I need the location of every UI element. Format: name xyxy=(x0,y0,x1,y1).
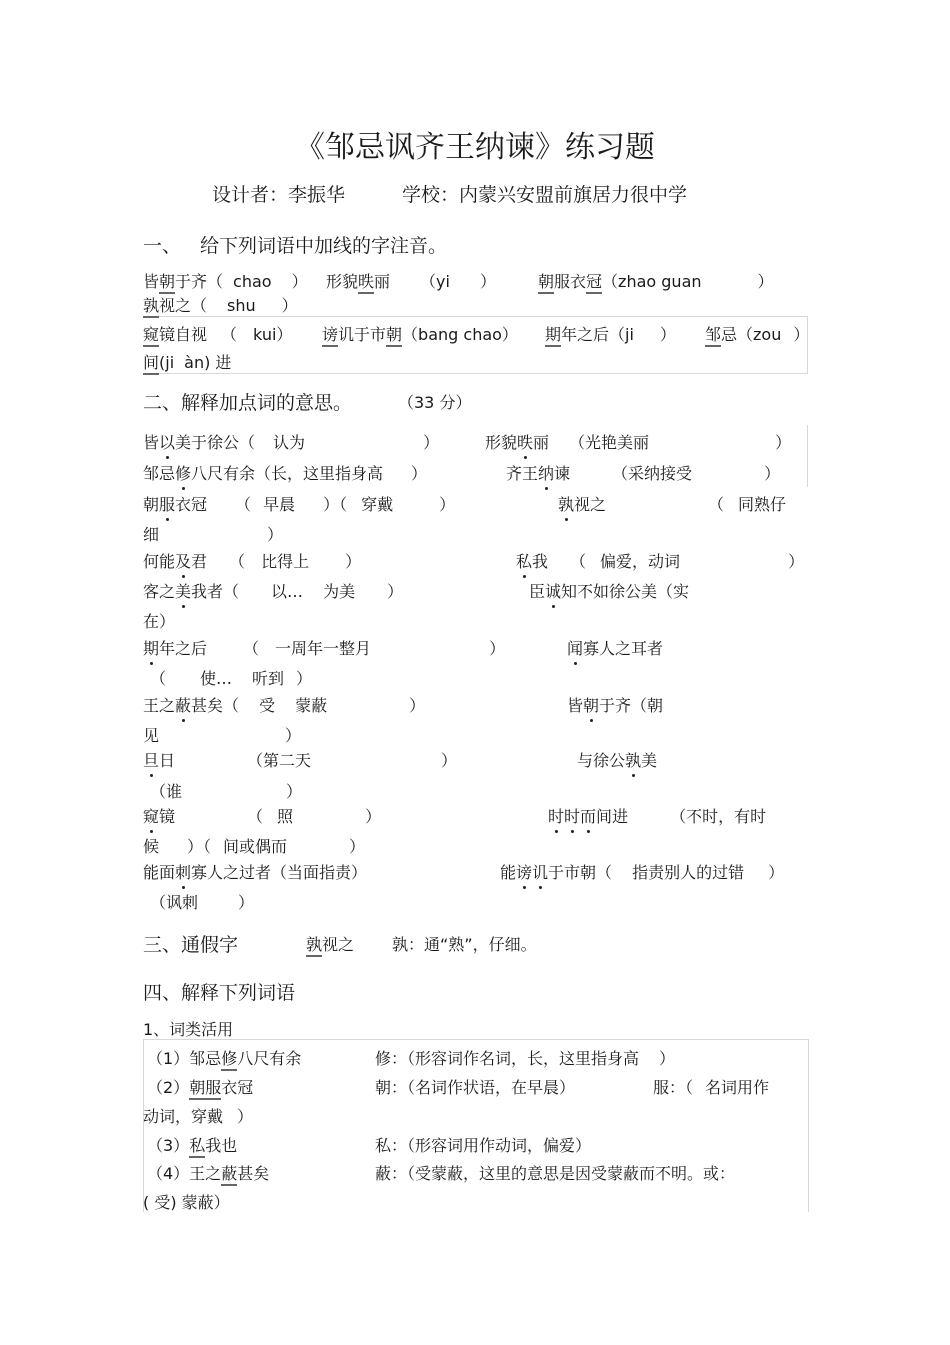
vocab-item: 旦日 （第二天 ） xyxy=(143,751,458,770)
usage-example: （3）私我也 xyxy=(147,1133,237,1156)
vocab-item: 王之蔽甚矣（ 受 蒙蔽 ） xyxy=(143,696,426,715)
tongjia-example: 孰视之 xyxy=(306,932,354,955)
vocab-item: 在） xyxy=(143,612,176,631)
pinyin-item: 皆朝于齐（ chao ） xyxy=(143,269,308,292)
vocab-item: 邹忌修八尺有余（长，这里指身高 ） xyxy=(143,464,428,483)
section4-heading: 四、解释下列词语 xyxy=(143,982,296,1004)
usage-explanation: ( 受) 蒙蔽） xyxy=(143,1193,230,1212)
pinyin-item: 间(ji àn) 进 xyxy=(143,350,231,373)
vocab-item: 能面刺寡人之过者（当面指责） xyxy=(143,863,368,882)
vocab-item: 窥镜 （ 照 ） xyxy=(143,807,382,826)
usage-explanation: 蔽：（受蒙蔽，这里的意思是因受蒙蔽而不明。或： xyxy=(375,1164,736,1183)
usage-explanation: 朝：（名词作状语，在早晨） xyxy=(375,1078,576,1097)
pinyin-item: 孰视之（ shu ） xyxy=(143,293,298,316)
vocab-item: 客之美我者（ 以… 为美 ） xyxy=(143,582,404,601)
section2-heading: 二、解释加点词的意思。 xyxy=(143,392,353,414)
pinyin-item: 形貌昳丽 （yi ） xyxy=(326,269,496,292)
pinyin-item: 期年之后（ji ） xyxy=(545,322,676,345)
pinyin-item: 邹忌（zou ） xyxy=(705,322,809,345)
vocab-item: 时时而间进 （不时，有时 xyxy=(548,807,767,826)
vocab-item: 皆朝于齐（朝 xyxy=(567,696,664,715)
usage-explanation: 私：（形容词用作动词，偏爱） xyxy=(375,1136,592,1155)
section1-number: 一、 xyxy=(143,235,182,257)
vocab-item: 见 ） xyxy=(143,726,302,745)
vocab-item: 候 ）（ 间或偶而 ） xyxy=(143,837,366,856)
vocab-item: 何能及君 （ 比得上 ） xyxy=(143,552,362,571)
usage-example: （1）邹忌修八尺有余 xyxy=(147,1046,301,1069)
vocab-item: 臣诚知不如徐公美（实 xyxy=(529,582,690,601)
usage-explanation: 修：（形容词作名词，长，这里指身高 ） xyxy=(375,1049,676,1068)
usage-example: （2）朝服衣冠 xyxy=(147,1075,253,1098)
vocab-item: 朝服衣冠 （ 早晨 ）（ 穿戴 ） xyxy=(143,495,456,514)
vocab-item: 期年之后 （ 一周年一整月 ） xyxy=(143,639,506,658)
pinyin-item: 谤讥于市朝（bang chao） xyxy=(322,322,518,345)
section3-heading: 三、通假字 xyxy=(143,934,239,956)
designer: 设计者：李振华 xyxy=(212,184,346,206)
pinyin-item: 朝服衣冠（zhao guan ） xyxy=(538,269,774,292)
usage-explanation: 服：（ 名词用作 xyxy=(653,1078,770,1097)
vocab-item: 细 ） xyxy=(143,525,284,544)
vocab-item: （讽刺 ） xyxy=(150,893,255,912)
section2-score: （33 分） xyxy=(398,393,472,412)
pinyin-item: 窥镜自视 （ kui） xyxy=(143,322,292,345)
vocab-item: 闻寡人之耳者 xyxy=(567,639,664,658)
page-title: 《邹忌讽齐王纳谏》练习题 xyxy=(295,130,655,165)
vocab-item: 孰视之 （ 同熟仔 xyxy=(558,495,787,514)
section1-heading: 给下列词语中加线的字注音。 xyxy=(200,235,448,257)
tongjia-note: 孰：通“熟”，仔细。 xyxy=(392,935,537,954)
vocab-item: 齐王纳谏 （采纳接受 ） xyxy=(506,464,781,483)
school: 学校：内蒙兴安盟前旗居力很中学 xyxy=(402,184,688,206)
vocab-item: 形貌昳丽 （光艳美丽 ） xyxy=(485,433,792,452)
vocab-item: （ 使… 听到 ） xyxy=(150,669,313,688)
vocab-item: 能谤讥于市朝（ 指责别人的过错 ） xyxy=(500,863,785,882)
vocab-item: 皆以美于徐公（ 认为 ） xyxy=(143,433,440,452)
section4-subheading: 1、词类活用 xyxy=(143,1020,234,1039)
usage-explanation: 动词，穿戴 ） xyxy=(143,1107,254,1126)
vocab-item: 私我 （ 偏爱，动词 ） xyxy=(516,552,805,571)
usage-example: （4）王之蔽甚矣 xyxy=(147,1161,269,1184)
vocab-item: （谁 ） xyxy=(150,782,303,801)
vocab-item: 与徐公孰美 xyxy=(577,751,658,770)
